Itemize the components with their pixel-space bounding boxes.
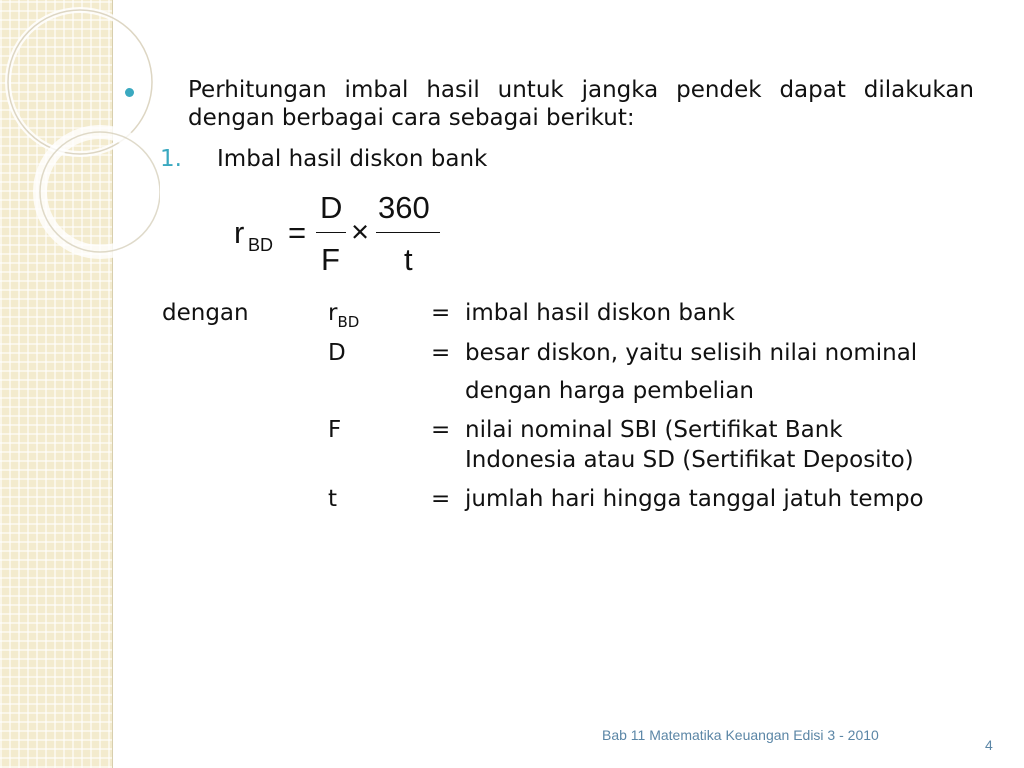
intro-line-1: Perhitungan imbal hasil untuk jangka pendek dapat dilakukan bbox=[188, 77, 974, 103]
def-text: besar diskon, yaitu selisih nilai nominal bbox=[465, 340, 918, 366]
def-text-continued: dengan harga pembelian bbox=[465, 378, 754, 404]
def-equals: = bbox=[431, 486, 451, 512]
list-number: 1. bbox=[160, 146, 182, 172]
formula-lhs-subscript: BD bbox=[248, 235, 274, 255]
formula bbox=[230, 188, 460, 278]
formula-numerator-right: 360 bbox=[378, 190, 430, 225]
intro-line-2: dengan berbagai cara sebagai berikut: bbox=[188, 105, 635, 131]
def-text-continued: Indonesia atau SD (Sertifikat Deposito) bbox=[465, 447, 914, 473]
def-symbol-r: r bbox=[328, 300, 338, 326]
def-text: nilai nominal SBI (Sertifikat Bank bbox=[465, 417, 843, 443]
def-equals: = bbox=[431, 417, 451, 443]
page-number: 4 bbox=[985, 737, 993, 753]
formula-denominator-right: t bbox=[404, 242, 413, 277]
list-item-label: Imbal hasil diskon bank bbox=[217, 146, 488, 172]
formula-numerator-left: D bbox=[320, 190, 343, 225]
def-symbol-rbd bbox=[328, 299, 359, 329]
def-equals: = bbox=[431, 300, 451, 326]
intro-paragraph bbox=[188, 76, 974, 132]
def-symbol-f: F bbox=[328, 417, 342, 443]
fraction-bar-left bbox=[316, 232, 346, 233]
formula-denominator-left: F bbox=[321, 242, 340, 277]
formula-equals: = bbox=[288, 215, 307, 250]
decorative-circles bbox=[0, 0, 160, 260]
def-symbol-t: t bbox=[328, 486, 338, 512]
footer-caption: Bab 11 Matematika Keuangan Edisi 3 - 2010 bbox=[602, 727, 879, 743]
definitions-intro: dengan bbox=[162, 300, 249, 326]
def-text: imbal hasil diskon bank bbox=[465, 300, 735, 326]
formula-times: × bbox=[351, 214, 370, 249]
bullet-icon bbox=[125, 88, 134, 97]
def-symbol-d: D bbox=[328, 340, 346, 366]
def-text: jumlah hari hingga tanggal jatuh tempo bbox=[465, 486, 924, 512]
def-equals: = bbox=[431, 340, 451, 366]
fraction-bar-right bbox=[376, 232, 440, 233]
formula-lhs-symbol: r bbox=[234, 215, 245, 250]
def-symbol-subscript: BD bbox=[337, 313, 360, 331]
